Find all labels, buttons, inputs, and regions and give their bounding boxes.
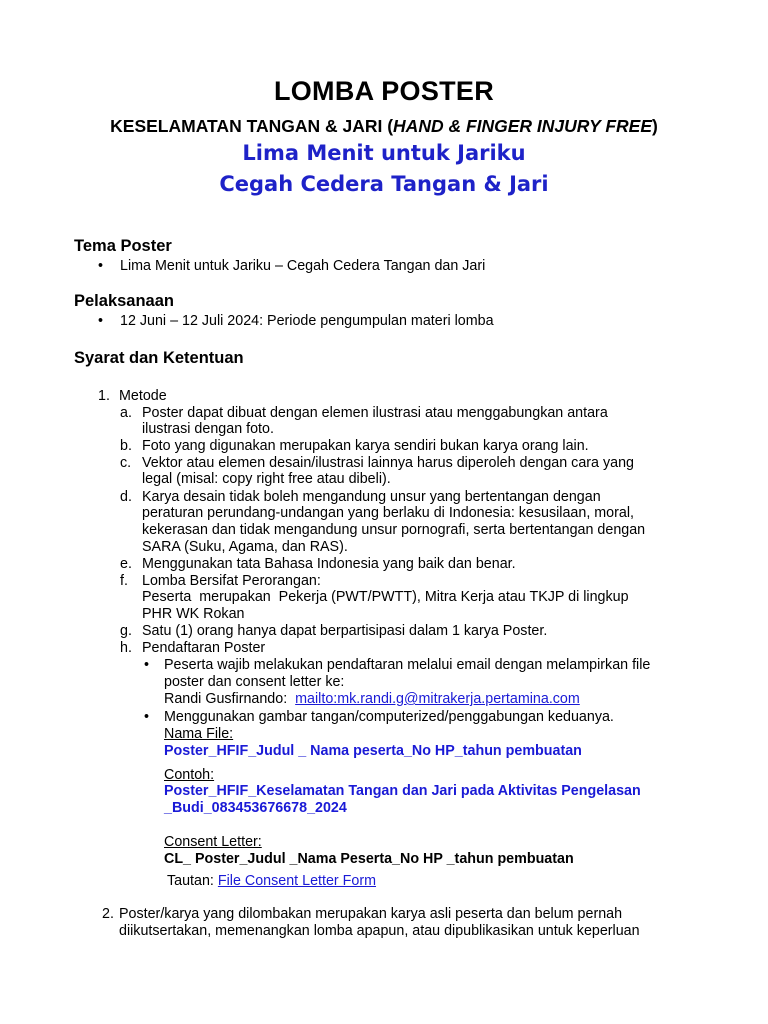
bullet-text: Peserta wajib melakukan pendaftaran melalui email dengan melampirkan file [164, 657, 651, 673]
theme-heading-line1: Lima Menit untuk Jariku [242, 141, 526, 165]
consent-letter-label: Consent Letter: [164, 834, 262, 850]
nama-file-label: Nama File: [164, 726, 234, 742]
sublist-text: Peserta merupakan Pekerja (PWT/PWTT), Mitra Kerja atau TKJP di lingkup [142, 589, 629, 605]
sublist-text: peraturan perundang-undangan yang berlaku di Indonesia: kesusilaan, moral, [142, 505, 634, 521]
tema-item-text: Lima Menit untuk Jariku – Cegah Cedera Tangan dan Jari [120, 258, 486, 274]
sublist-text: Menggunakan tata Bahasa Indonesia yang baik dan benar. [142, 556, 516, 572]
list-item-number: 1. [98, 388, 110, 404]
sublist-text: legal (misal: copy right free atau dibeli). [142, 471, 391, 487]
sublist-text: Satu (1) orang hanya dapat berpartisipasi dalam 1 karya Poster. [142, 623, 548, 639]
subtitle-italic: HAND & FINGER INJURY FREE [393, 116, 653, 136]
sublist-label: f. [120, 573, 128, 589]
pelaksanaan-item-text: 12 Juni – 12 Juli 2024: Periode pengumpulan materi lomba [120, 313, 494, 329]
sublist-label: c. [120, 455, 132, 471]
list-item-metode: Metode [119, 388, 167, 404]
list-item-text: diikutsertakan, memenangkan lomba apapun, atau dipublikasikan untuk keperluan [119, 923, 640, 939]
subtitle-part1: KESELAMATAN TANGAN & JARI ( [110, 116, 394, 136]
sublist-label: a. [120, 405, 132, 421]
consent-letter-value: CL_ Poster_Judul _Nama Peserta_No HP _tahun pembuatan [164, 851, 574, 867]
section-heading-pelaksanaan: Pelaksanaan [74, 292, 174, 310]
sublist-text: Poster dapat dibuat dengan elemen ilustrasi atau menggabungkan antara [142, 405, 608, 421]
list-item-text: Poster/karya yang dilombakan merupakan karya asli peserta dan belum pernah [119, 906, 623, 922]
sublist-label: d. [120, 489, 132, 505]
page-title: LOMBA POSTER [273, 76, 495, 106]
sublist-text: kekerasan dan tidak mengandung unsur pornografi, serta bertentangan dengan [142, 522, 646, 538]
contoh-label: Contoh: [164, 767, 215, 783]
bullet-text: poster dan consent letter ke: [164, 674, 345, 690]
subtitle-part2: ) [652, 116, 658, 136]
tema-bullet-item [98, 258, 485, 274]
tautan-label: Tautan: [167, 873, 214, 889]
section-heading-syarat: Syarat dan Ketentuan [74, 349, 244, 367]
sublist-text: SARA (Suku, Agama, dan RAS). [142, 539, 348, 555]
sublist-label: b. [120, 438, 132, 454]
sublist-text: ilustrasi dengan foto. [142, 421, 274, 437]
contoh-value-line2: _Budi_083453676678_2024 [164, 800, 347, 816]
page-subtitle [0, 116, 768, 137]
sublist-label: e. [120, 556, 132, 572]
section-heading-tema: Tema Poster [74, 237, 172, 255]
bullet-icon: • [144, 657, 150, 673]
consent-form-link[interactable]: File Consent Letter Form [217, 873, 377, 889]
bullet-text: Menggunakan gambar tangan/computerized/penggabungan keduanya. [164, 709, 614, 725]
sublist-text: Karya desain tidak boleh mengandung unsur yang bertentangan dengan [142, 489, 601, 505]
theme-heading-line2: Cegah Cedera Tangan & Jari [219, 172, 549, 196]
sublist-text: Vektor atau elemen desain/ilustrasi lainnya harus diperoleh dengan cara yang [142, 455, 634, 471]
bullet-icon: • [144, 709, 150, 725]
sublist-text: Pendaftaran Poster [142, 640, 266, 656]
bullet-icon: • [98, 313, 104, 329]
tautan-line [167, 873, 376, 890]
sublist-text: Foto yang digunakan merupakan karya sendiri bukan karya orang lain. [142, 438, 589, 454]
sublist-label: h. [120, 640, 132, 656]
contact-name: Randi Gusfirnando: [164, 691, 288, 707]
nama-file-value: Poster_HFIF_Judul _ Nama peserta_No HP_tahun pembuatan [164, 743, 582, 759]
contact-line [164, 691, 580, 708]
list-item-number: 2. [102, 906, 114, 922]
sublist-label: g. [120, 623, 132, 639]
email-link[interactable]: mailto:mk.randi.g@mitrakerja.pertamina.com [295, 691, 580, 707]
pelaksanaan-bullet-item [98, 313, 494, 329]
sublist-text: Lomba Bersifat Perorangan: [142, 573, 321, 589]
contoh-value-line1: Poster_HFIF_Keselamatan Tangan dan Jari pada Aktivitas Pengelasan [164, 783, 641, 799]
sublist-text: PHR WK Rokan [142, 606, 245, 622]
bullet-icon: • [98, 258, 104, 274]
